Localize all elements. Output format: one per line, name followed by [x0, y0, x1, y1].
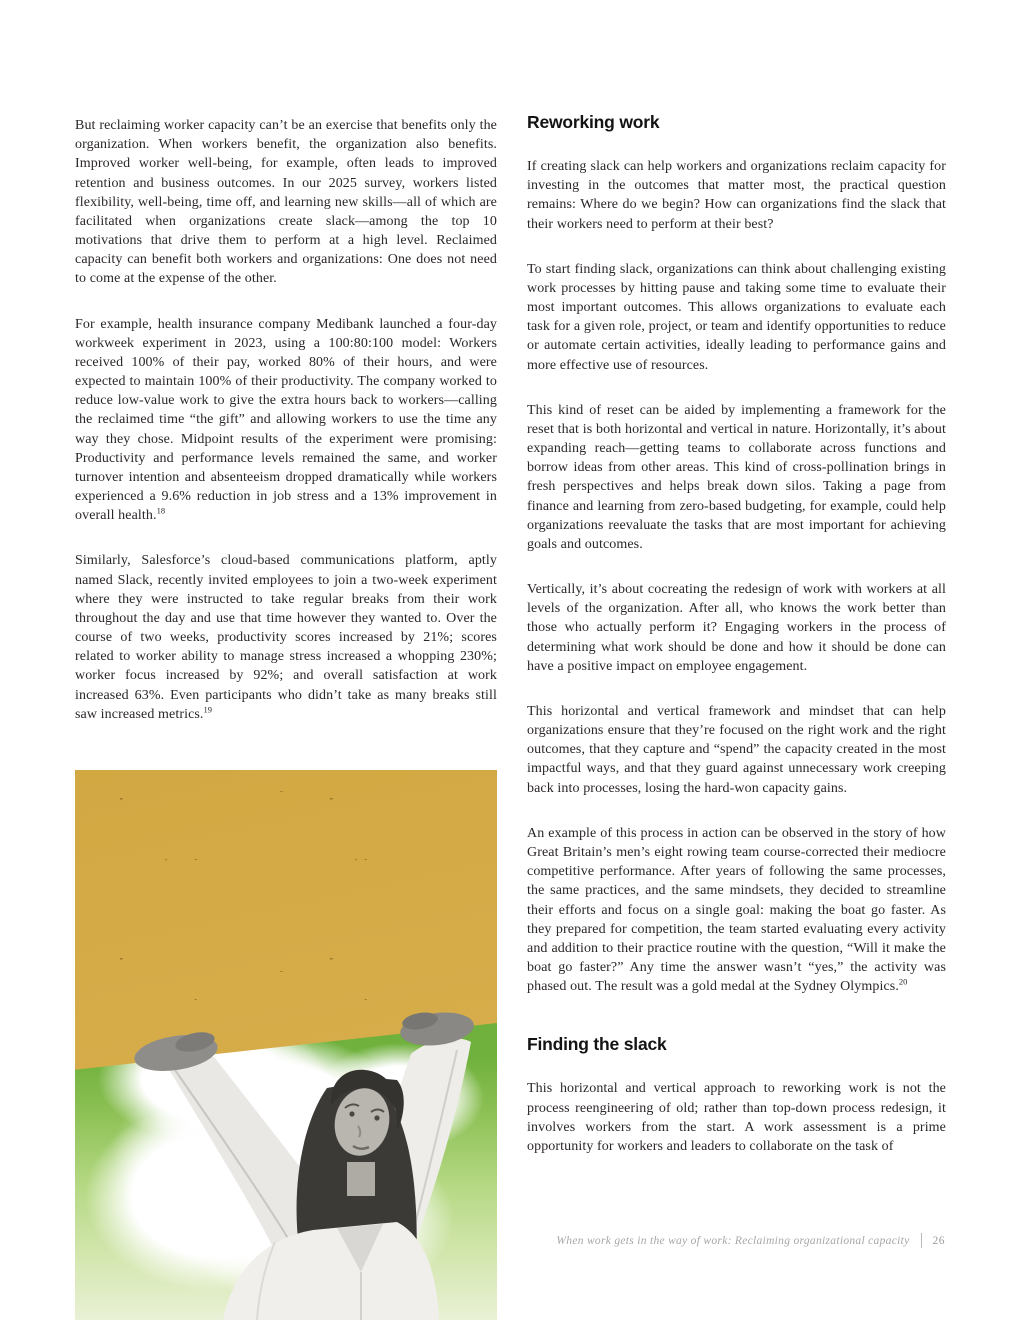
paragraph-text: This horizontal and vertical framework and mindset that can help organizations ensure that they’re focused on the right work and the right outcomes, that they capture and “spend” the capacity created in the most impactful ways, and that they guard against unnecessary work creeping back into processes, losing the hard-won capacity gains. [527, 703, 946, 796]
section-heading-reworking-work: Reworking work [527, 112, 660, 132]
paragraph [75, 551, 497, 724]
paragraph [527, 824, 946, 997]
footnote-ref: 19 [203, 704, 213, 715]
paragraph-text: Vertically, it’s about cocreating the redesign of work with workers at all levels of the organization. After all, who knows the work better than those who actually perform it? Engaging workers in the process of determining what work should be done and how it should be done can have a positive impact on employee engagement. [527, 582, 946, 674]
paragraph-text: An example of this process in action can be observed in the story of how Great Britain’s men’s eight rowing team course-corrected their mediocre competitive performance. After years of following the same processes, the same practices, and the same mindsets, they decided to streamline their efforts and focus on a single goal: making the boat go faster. As they prepared for competition, the team started evaluating every activity and addition to their practice routine with the question, “Will it make the boat go faster?” Any time the answer wasn’t “yes,” the activity was phased out. The result was a gold medal at the Sydney Olympics. [527, 825, 946, 995]
paragraph [527, 702, 946, 798]
paragraph-text: To start finding slack, organizations can think about challenging existing work processes by hitting pause and taking some time to evaluate their most important outcomes. This allows organizations to evaluate each task for a given role, project, or team and identify opportunities to reduce or automate certain activities, ideally leading to performance gains and more effective use of resources. [527, 261, 946, 373]
footer-report-title: When work gets in the way of work: Reclaiming organizational capacity [556, 1234, 910, 1247]
paragraph [75, 315, 497, 526]
paragraph [75, 116, 497, 289]
paragraph [527, 580, 946, 676]
footer-divider [921, 1233, 922, 1248]
left-column [75, 116, 497, 724]
paragraph [527, 260, 946, 375]
paragraph-text: This horizontal and vertical approach to reworking work is not the process reengineering of old; rather than top-down process redesign, it involves workers from the start. A work assessment is a prime opportunity for workers and leaders to collaborate on the task of [527, 1081, 946, 1154]
paragraph-text: But reclaiming worker capacity can’t be an exercise that benefits only the organization. When workers benefit, the organization also benefits. Improved worker well-being, for example, often leads to improved retention and business outcomes. In our 2025 survey, workers listed flexibility, well-being, time off, and learning new skills—all of which are facilitated when organizations create slack—among the top 10 motivations that drive them to perform at a high level. Reclaimed capacity can benefit both workers and organizations: One does not need to come at the expense of the other. [75, 118, 497, 287]
paragraph [527, 157, 946, 234]
paragraph-text: This kind of reset can be aided by implementing a framework for the reset that is both horizontal and vertical in nature. Horizontally, it’s about expanding reach—getting teams to collaborate across functions and borrow ideas from other areas. This kind of cross-pollination brings in fresh perspectives and helps break down silos. Taking a page from finance and learning from zero-based budgeting, for example, could help organizations reevaluate the tasks that are most important for achieving goals and outcomes. [527, 402, 946, 552]
collage-illustration [75, 770, 497, 1320]
section-heading-finding-the-slack: Finding the slack [527, 1034, 667, 1055]
paragraph [527, 1079, 946, 1156]
paragraph-text: If creating slack can help workers and organizations reclaim capacity for investing in the outcomes that matter most, the practical question remains: Where do we begin? How can organizations find the slack that their workers need to perform at their best? [527, 159, 946, 232]
woman-holding-panel-figure [75, 770, 497, 1320]
page-footer [556, 1233, 945, 1248]
footnote-ref: 18 [156, 505, 166, 516]
paragraph-text: Similarly, Salesforce’s cloud-based communications platform, aptly named Slack, recently invited employees to join a two-week experiment where they were instructed to take regular breaks from their work throughout the day and use that time however they wanted to. Over the course of two weeks, productivity scores increased by 21%; scores related to worker ability to manage stress increased a whopping 230%; worker focus increased by 92%; and overall satisfaction at work increased 63%. Even participants who didn’t take as many breaks still saw increased metrics. [75, 553, 497, 722]
right-column [527, 112, 946, 1156]
footer-page-number: 26 [932, 1234, 945, 1247]
paragraph [527, 401, 946, 554]
footnote-ref: 20 [898, 976, 908, 987]
paragraph-text: For example, health insurance company Medibank launched a four-day workweek experiment in 2023, using a 100:80:100 model: Workers received 100% of their pay, worked 80% of their hours, and were expected to maintain 100% of their productivity. The company worked to reduce low-value work to give the extra hours back to workers—calling the reclaimed time “the gift” and allowing workers to use the time any way they chose. Midpoint results of the experiment were promising: Productivity and performance levels remained the same, and worker turnover intention and absenteeism dropped dramatically while workers experienced a 9.6% reduction in job stress and a 13% improvement in overall health. [75, 316, 497, 524]
